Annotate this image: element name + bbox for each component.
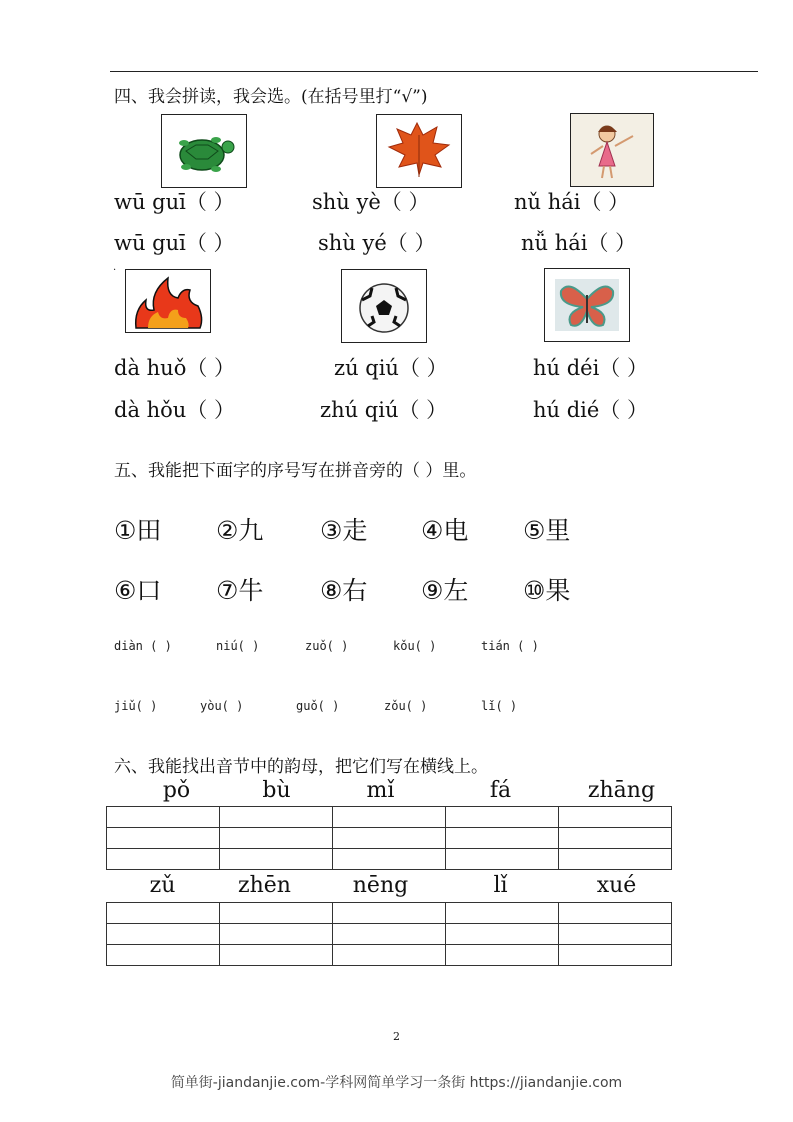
stray-dot: . xyxy=(113,262,117,273)
pinyin-nuhai-1: nǔ hái（ ） xyxy=(514,190,630,214)
answer-cell[interactable] xyxy=(559,828,672,849)
answer-cell[interactable] xyxy=(333,807,446,828)
char-item-6: ⑥口 xyxy=(114,576,162,605)
section6-heading: 六、我能找出音节中的韵母，把它们写在横线上。 xyxy=(114,757,488,777)
answer-cell[interactable] xyxy=(220,945,333,966)
answer-cell[interactable] xyxy=(333,924,446,945)
answer-cell[interactable] xyxy=(559,924,672,945)
pinyin-blank-dian: diàn ( ) xyxy=(114,639,172,653)
char-item-4: ④电 xyxy=(421,516,469,545)
syllable-zhen: zhēn xyxy=(238,873,291,898)
pinyin-blank-you: yòu( ) xyxy=(200,699,244,713)
fire-picture xyxy=(125,269,211,333)
top-rule xyxy=(110,71,758,72)
answer-cell[interactable] xyxy=(559,903,672,924)
pinyin-shuye-1: shù yè（ ） xyxy=(312,190,430,214)
section4-heading: 四、我会拼读，我会选。(在括号里打“√”) xyxy=(114,87,428,107)
answer-cell[interactable] xyxy=(107,924,220,945)
answer-cell[interactable] xyxy=(220,849,333,870)
answer-cell[interactable] xyxy=(107,828,220,849)
answer-grid-2 xyxy=(106,902,672,966)
syllable-zhang: zhāng xyxy=(587,778,656,803)
answer-grid-1 xyxy=(106,806,672,870)
char-item-10: ⑩果 xyxy=(523,576,571,605)
leaf-picture xyxy=(376,114,462,188)
pinyin-blank-guo: guǒ( ) xyxy=(296,699,340,713)
pinyin-zhuqiu-2: zhú qiú（ ） xyxy=(320,398,448,422)
syllable-bu: bù xyxy=(262,778,291,803)
pinyin-blank-jiu: jiǔ( ) xyxy=(114,699,158,713)
answer-cell[interactable] xyxy=(446,807,559,828)
pinyin-nuhai-2: nǚ hái（ ） xyxy=(521,231,637,255)
pinyin-blank-zuo: zuǒ( ) xyxy=(305,639,349,653)
char-item-1: ①田 xyxy=(114,516,162,545)
answer-cell[interactable] xyxy=(107,945,220,966)
syllable-po: pǒ xyxy=(162,778,191,803)
pinyin-wugui-1: wū guī（ ） xyxy=(114,190,235,214)
answer-cell[interactable] xyxy=(446,903,559,924)
footer-text: 简单街-jiandanjie.com-学科网简单学习一条街 https://jiandanjie.com xyxy=(170,1075,623,1091)
answer-cell[interactable] xyxy=(107,903,220,924)
answer-cell[interactable] xyxy=(107,807,220,828)
syllable-xue: xué xyxy=(596,873,637,898)
pinyin-blank-zou: zǒu( ) xyxy=(384,699,428,713)
pinyin-dahou-2: dà hǒu（ ） xyxy=(114,398,236,422)
answer-cell[interactable] xyxy=(107,849,220,870)
answer-cell[interactable] xyxy=(559,849,672,870)
char-item-8: ⑧右 xyxy=(320,576,368,605)
pinyin-wugui-2: wū guī（ ） xyxy=(114,231,235,255)
soccer-ball-picture xyxy=(341,269,427,343)
section5-heading: 五、我能把下面字的序号写在拼音旁的（ ）里。 xyxy=(114,461,477,481)
answer-cell[interactable] xyxy=(333,828,446,849)
answer-cell[interactable] xyxy=(220,924,333,945)
pinyin-blank-niu: niú( ) xyxy=(216,639,260,653)
syllable-mi: mǐ xyxy=(366,778,395,803)
page-number: 2 xyxy=(393,1030,400,1043)
char-item-7: ⑦牛 xyxy=(216,576,264,605)
pinyin-blank-kou: kǒu( ) xyxy=(393,639,437,653)
pinyin-hudie-2: hú dié（ ） xyxy=(533,398,648,422)
girl-picture xyxy=(570,113,654,187)
answer-cell[interactable] xyxy=(333,945,446,966)
answer-cell[interactable] xyxy=(559,945,672,966)
answer-cell[interactable] xyxy=(220,903,333,924)
char-item-5: ⑤里 xyxy=(523,516,571,545)
answer-cell[interactable] xyxy=(446,828,559,849)
answer-cell[interactable] xyxy=(220,828,333,849)
syllable-fa: fá xyxy=(489,778,512,803)
pinyin-shuye-2: shù yé（ ） xyxy=(318,231,436,255)
syllable-zu: zǔ xyxy=(149,873,176,898)
answer-cell[interactable] xyxy=(333,849,446,870)
char-item-3: ③走 xyxy=(320,516,368,545)
answer-cell[interactable] xyxy=(446,849,559,870)
pinyin-zuqiu-1: zú qiú（ ） xyxy=(334,356,448,380)
pinyin-hudie-1: hú déi（ ） xyxy=(533,356,648,380)
pinyin-blank-tian: tián ( ) xyxy=(481,639,539,653)
butterfly-picture xyxy=(544,268,630,342)
pinyin-dahuo-1: dà huǒ（ ） xyxy=(114,356,236,380)
char-item-9: ⑨左 xyxy=(421,576,469,605)
char-item-2: ②九 xyxy=(216,516,264,545)
turtle-picture xyxy=(161,114,247,188)
answer-cell[interactable] xyxy=(559,807,672,828)
answer-cell[interactable] xyxy=(446,924,559,945)
answer-cell[interactable] xyxy=(446,945,559,966)
answer-cell[interactable] xyxy=(220,807,333,828)
answer-cell[interactable] xyxy=(333,903,446,924)
syllable-li: lǐ xyxy=(493,873,508,898)
pinyin-blank-li: lǐ( ) xyxy=(481,699,518,713)
syllable-neng: nēng xyxy=(352,873,409,898)
